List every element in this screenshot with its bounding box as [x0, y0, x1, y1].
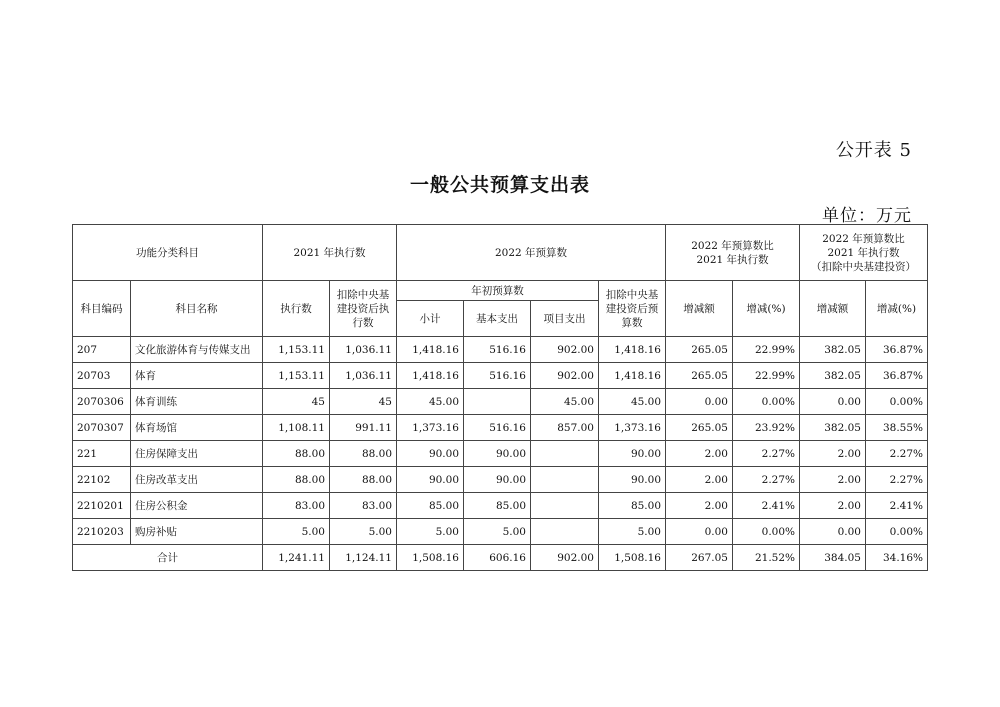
header-code: 科目编码 [73, 281, 131, 337]
table-row [73, 519, 928, 545]
header-compare-a [666, 225, 800, 281]
table-row [73, 389, 928, 415]
cell-pct-b: 36.87% [866, 337, 928, 363]
cell-code: 2210201 [73, 493, 131, 519]
total-budget-subtotal: 1,508.16 [397, 545, 464, 571]
cell-budget-project [531, 493, 599, 519]
cell-excl-budget: 5.00 [599, 519, 666, 545]
cell-code: 22102 [73, 467, 131, 493]
cell-exec: 88.00 [263, 441, 330, 467]
header-budget-2022: 2022 年预算数 [397, 225, 666, 281]
header-row-1 [73, 225, 928, 281]
cell-excl-exec: 1,036.11 [330, 363, 397, 389]
cell-budget-subtotal: 5.00 [397, 519, 464, 545]
page-title: 一般公共预算支出表 [409, 174, 590, 196]
cell-code: 2210203 [73, 519, 131, 545]
header-pct-a: 增减(%) [733, 281, 800, 337]
cell-diff-b: 382.05 [800, 337, 866, 363]
table-row [73, 415, 928, 441]
cell-code: 221 [73, 441, 131, 467]
header-excl-exec-line2: 建投资后执 [336, 302, 390, 315]
cell-pct-b: 2.27% [866, 467, 928, 493]
cell-diff-a: 0.00 [666, 519, 733, 545]
cell-pct-b: 36.87% [866, 363, 928, 389]
cell-excl-exec: 1,036.11 [330, 337, 397, 363]
cell-excl-exec: 88.00 [330, 467, 397, 493]
cell-exec: 5.00 [263, 519, 330, 545]
cell-code: 20703 [73, 363, 131, 389]
cell-pct-a: 22.99% [733, 337, 800, 363]
header-excl-exec-line3: 行数 [352, 316, 374, 329]
header-name: 科目名称 [131, 281, 263, 337]
cell-budget-subtotal: 90.00 [397, 441, 464, 467]
header-compare-b-line2: 2021 年执行数 [827, 246, 900, 259]
total-pct-a: 21.52% [733, 545, 800, 571]
cell-name: 文化旅游体育与传媒支出 [131, 337, 263, 363]
total-budget-project: 902.00 [531, 545, 599, 571]
cell-budget-basic [464, 389, 531, 415]
cell-name: 体育 [131, 363, 263, 389]
cell-budget-basic: 516.16 [464, 363, 531, 389]
cell-excl-budget: 1,418.16 [599, 363, 666, 389]
cell-name: 住房保障支出 [131, 441, 263, 467]
header-compare-a-line2: 2021 年执行数 [696, 253, 769, 266]
cell-diff-a: 2.00 [666, 441, 733, 467]
cell-name: 住房公积金 [131, 493, 263, 519]
table-row [73, 363, 928, 389]
header-excl-budget-line1: 扣除中央基 [605, 288, 659, 301]
budget-table [72, 224, 928, 571]
cell-budget-subtotal: 1,418.16 [397, 337, 464, 363]
cell-pct-a: 0.00% [733, 389, 800, 415]
cell-diff-a: 265.05 [666, 337, 733, 363]
unit-label: 单位：万元 [822, 206, 912, 226]
cell-excl-budget: 1,373.16 [599, 415, 666, 441]
cell-name: 体育训练 [131, 389, 263, 415]
header-pct-b: 增减(%) [866, 281, 928, 337]
cell-pct-a: 2.27% [733, 467, 800, 493]
table-row [73, 441, 928, 467]
header-subtotal: 小计 [397, 301, 464, 337]
cell-budget-project: 902.00 [531, 363, 599, 389]
cell-excl-budget: 90.00 [599, 467, 666, 493]
cell-pct-a: 2.27% [733, 441, 800, 467]
header-exec-2021: 2021 年执行数 [263, 225, 397, 281]
cell-diff-b: 382.05 [800, 363, 866, 389]
cell-pct-a: 23.92% [733, 415, 800, 441]
cell-budget-basic: 516.16 [464, 337, 531, 363]
header-compare-b-line3: （扣除中央基建投资） [811, 260, 916, 273]
cell-pct-b: 2.41% [866, 493, 928, 519]
header-excl-exec-line1: 扣除中央基 [336, 288, 390, 301]
header-initial-budget: 年初预算数 [397, 281, 599, 301]
cell-excl-budget: 90.00 [599, 441, 666, 467]
cell-name: 住房改革支出 [131, 467, 263, 493]
header-diff-a: 增减额 [666, 281, 733, 337]
cell-budget-basic: 85.00 [464, 493, 531, 519]
cell-pct-b: 2.27% [866, 441, 928, 467]
cell-budget-project: 857.00 [531, 415, 599, 441]
cell-budget-subtotal: 1,418.16 [397, 363, 464, 389]
total-excl-exec: 1,124.11 [330, 545, 397, 571]
cell-exec: 1,108.11 [263, 415, 330, 441]
header-exec: 执行数 [263, 281, 330, 337]
cell-excl-budget: 85.00 [599, 493, 666, 519]
table-row [73, 467, 928, 493]
table-row [73, 337, 928, 363]
cell-excl-exec: 83.00 [330, 493, 397, 519]
cell-budget-project [531, 467, 599, 493]
cell-pct-b: 38.55% [866, 415, 928, 441]
cell-exec: 1,153.11 [263, 337, 330, 363]
cell-diff-a: 0.00 [666, 389, 733, 415]
cell-diff-b: 382.05 [800, 415, 866, 441]
cell-name: 购房补贴 [131, 519, 263, 545]
cell-excl-exec: 88.00 [330, 441, 397, 467]
header-basic: 基本支出 [464, 301, 531, 337]
cell-exec: 45 [263, 389, 330, 415]
header-func-class: 功能分类科目 [73, 225, 263, 281]
header-excl-budget-line2: 建投资后预 [605, 302, 659, 315]
header-row-2 [73, 281, 928, 301]
header-compare-a-line1: 2022 年预算数比 [691, 239, 774, 252]
cell-diff-a: 2.00 [666, 493, 733, 519]
form-number: 公开表 5 [835, 140, 912, 161]
header-excl-budget [599, 281, 666, 337]
cell-diff-b: 2.00 [800, 441, 866, 467]
cell-diff-b: 0.00 [800, 389, 866, 415]
total-diff-b: 384.05 [800, 545, 866, 571]
total-label: 合计 [73, 545, 263, 571]
cell-excl-exec: 45 [330, 389, 397, 415]
header-compare-b [800, 225, 928, 281]
cell-pct-a: 0.00% [733, 519, 800, 545]
header-project: 项目支出 [531, 301, 599, 337]
total-pct-b: 34.16% [866, 545, 928, 571]
cell-exec: 1,153.11 [263, 363, 330, 389]
total-row [73, 545, 928, 571]
cell-budget-project [531, 519, 599, 545]
cell-exec: 83.00 [263, 493, 330, 519]
cell-name: 体育场馆 [131, 415, 263, 441]
cell-code: 2070307 [73, 415, 131, 441]
total-diff-a: 267.05 [666, 545, 733, 571]
cell-budget-subtotal: 1,373.16 [397, 415, 464, 441]
cell-pct-a: 22.99% [733, 363, 800, 389]
cell-excl-exec: 5.00 [330, 519, 397, 545]
cell-excl-exec: 991.11 [330, 415, 397, 441]
cell-diff-b: 2.00 [800, 493, 866, 519]
header-diff-b: 增减额 [800, 281, 866, 337]
table-row [73, 493, 928, 519]
cell-diff-b: 2.00 [800, 467, 866, 493]
cell-pct-b: 0.00% [866, 519, 928, 545]
cell-budget-subtotal: 45.00 [397, 389, 464, 415]
cell-budget-subtotal: 90.00 [397, 467, 464, 493]
cell-diff-b: 0.00 [800, 519, 866, 545]
header-excl-budget-line3: 算数 [621, 316, 643, 329]
cell-budget-project: 902.00 [531, 337, 599, 363]
cell-diff-a: 2.00 [666, 467, 733, 493]
cell-budget-subtotal: 85.00 [397, 493, 464, 519]
cell-excl-budget: 1,418.16 [599, 337, 666, 363]
cell-budget-basic: 5.00 [464, 519, 531, 545]
cell-budget-project: 45.00 [531, 389, 599, 415]
cell-budget-project [531, 441, 599, 467]
header-compare-b-line1: 2022 年预算数比 [822, 232, 905, 245]
cell-budget-basic: 90.00 [464, 441, 531, 467]
total-exec: 1,241.11 [263, 545, 330, 571]
cell-budget-basic: 90.00 [464, 467, 531, 493]
cell-pct-a: 2.41% [733, 493, 800, 519]
cell-code: 2070306 [73, 389, 131, 415]
cell-budget-basic: 516.16 [464, 415, 531, 441]
total-budget-basic: 606.16 [464, 545, 531, 571]
cell-diff-a: 265.05 [666, 415, 733, 441]
cell-excl-budget: 45.00 [599, 389, 666, 415]
header-excl-exec [330, 281, 397, 337]
cell-code: 207 [73, 337, 131, 363]
cell-exec: 88.00 [263, 467, 330, 493]
cell-pct-b: 0.00% [866, 389, 928, 415]
cell-diff-a: 265.05 [666, 363, 733, 389]
total-excl-budget: 1,508.16 [599, 545, 666, 571]
